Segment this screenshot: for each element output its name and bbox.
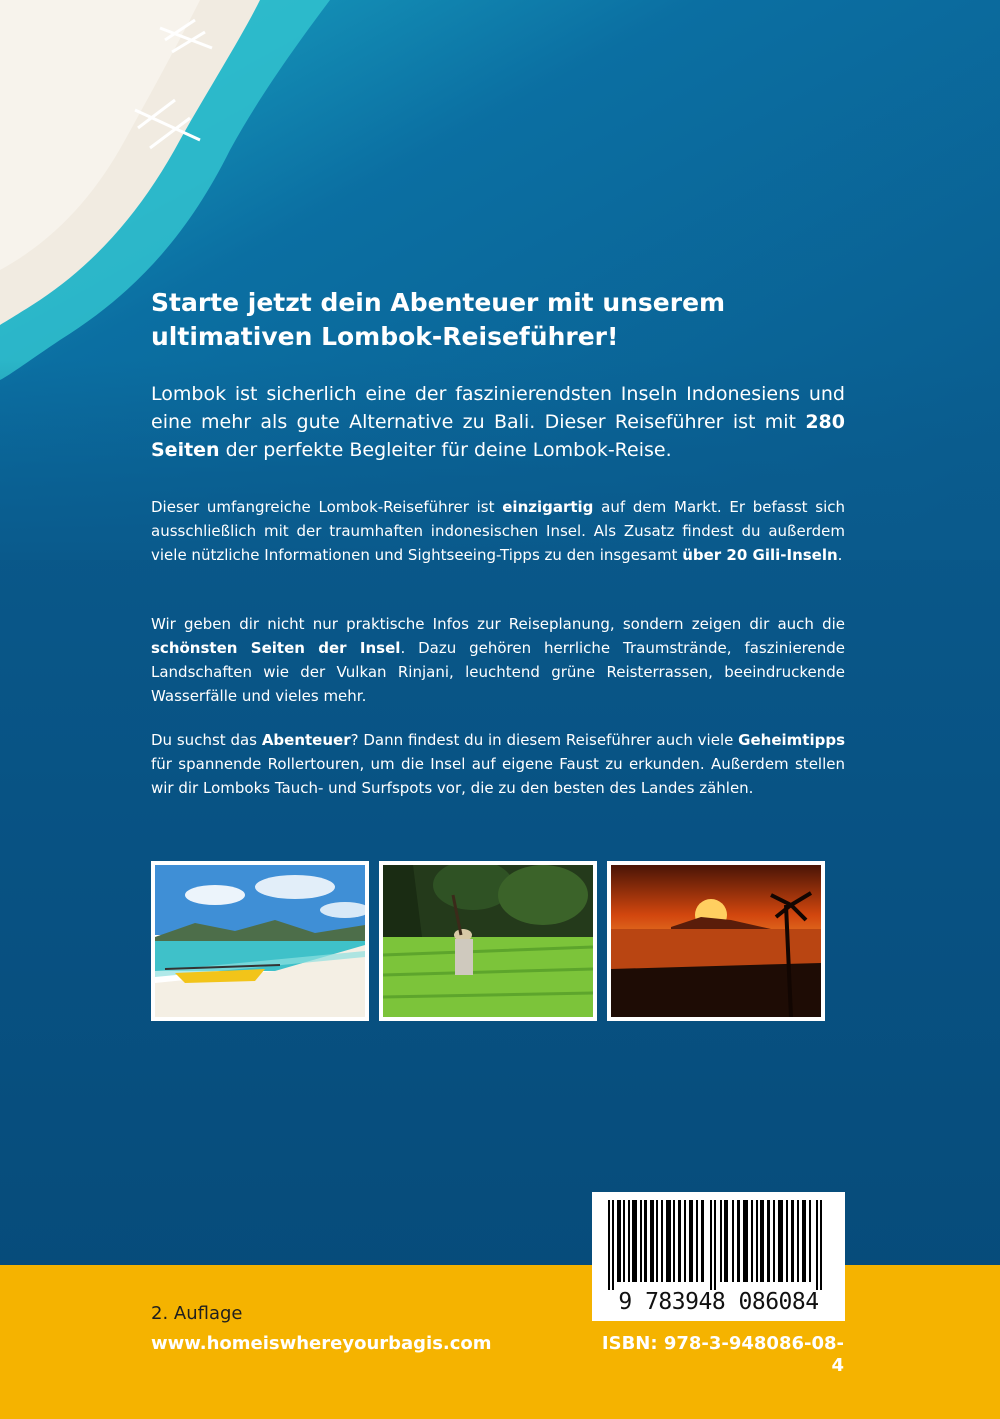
description-paragraph-1: Dieser umfangreiche Lombok-Reiseführer ist einzigartig auf dem Markt. Er befasst sich ausschließlich mit der traumhaften indonesischen Insel. Als Zusatz findest du außerdem viele nützliche Informationen und Sightseeing-Tipps zu den insgesamt über 20 Gili-Inseln. [151,498,846,564]
footer-band [0,1265,1000,1419]
description-paragraph-3: Du suchst das Abenteuer? Dann findest du in diesem Reiseführer auch viele Geheimtipps für spannende Rollertouren, um die Insel auf eigene Faust zu erkunden. Außerdem stellen wir dir Lomboks Tauch- und Surfspots vor, die zu den besten des Landes zählen. [151,731,845,797]
isbn-barcode [592,1192,845,1321]
aerial-beach-image [0,0,1000,560]
description-paragraph-2: Wir geben dir nicht nur praktische Infos zur Reiseplanung, sondern zeigen dir auch die schönsten Seiten der Insel. Dazu gehören herrliche Traumstrände, faszinierende Landschaften wie der Vulkan Rinjani, leuchtend grüne Reisterrassen, beeindruckende Wasserfälle und vieles mehr. [151,615,845,705]
intro-paragraph: Lombok ist sicherlich eine der faszinierendsten Inseln Indonesiens und eine mehr als gute Alternative zu Bali. Dieser Reiseführer ist mit 280 Seiten der perfekte Begleiter für deine Lombok-Reise. [151,383,845,461]
sunset-over-sea-photo [607,861,825,1021]
barcode-bars [602,1200,835,1290]
back-cover-headline: Starte jetzt dein Abenteuer mit unserem ultimativen Lombok-Reiseführer! [151,288,726,351]
barcode-digits: 9 783948 086084 [618,1289,819,1315]
isbn-text: ISBN: 978-3-948086-08-4 [601,1333,844,1376]
edition-label: 2. Auflage [151,1303,243,1324]
rice-field-farmer-photo [379,861,597,1021]
beach-with-boat-photo [151,861,369,1021]
website-link[interactable]: www.homeiswhereyourbagis.com [151,1333,492,1354]
